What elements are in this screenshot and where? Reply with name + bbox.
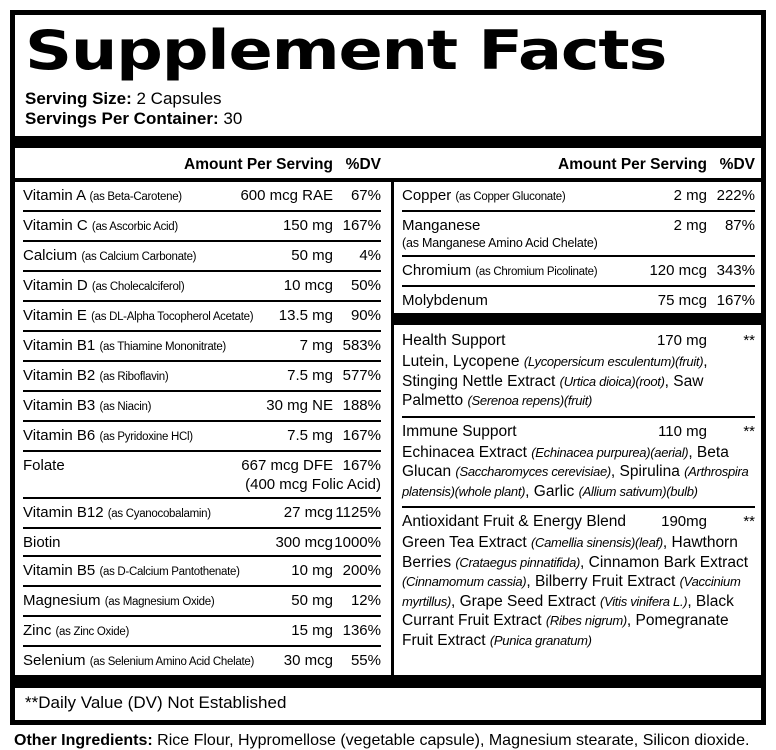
nutrient-row xyxy=(23,392,381,422)
nutrient-amount: 120 mcg xyxy=(649,262,707,279)
nutrient-row xyxy=(23,302,381,332)
nutrient-form: (as Pyridoxine HCl) xyxy=(99,431,193,443)
nutrient-amount: 150 mg xyxy=(282,217,333,234)
nutrient-name: Vitamin A (as Beta-Carotene) xyxy=(23,187,182,204)
nutrient-name: Vitamin B1 (as Thiamine Mononitrate) xyxy=(23,337,226,354)
ingredient-text: , Beta Glucan xyxy=(402,443,729,480)
ingredient-text: , Cinnamon Bark Extract xyxy=(580,553,749,571)
nutrient-row xyxy=(402,287,755,315)
nutrient-row-main xyxy=(23,456,381,475)
nutrient-row xyxy=(23,647,381,675)
nutrient-form: (as D-Calcium Pantothenate) xyxy=(99,566,240,578)
left-nutrient-column xyxy=(15,182,391,675)
nutrient-row-main xyxy=(402,216,755,235)
servings-per-container-label: Servings Per Container: xyxy=(25,109,219,128)
nutrient-amount: 10 mg xyxy=(291,562,333,579)
nutrient-amount: 600 mcg RAE xyxy=(240,187,333,204)
nutrient-row xyxy=(23,242,381,272)
blend-section xyxy=(402,327,755,418)
blend-section xyxy=(402,508,755,655)
nutrient-row-main xyxy=(23,216,381,237)
nutrient-form: (as Magnesium Oxide) xyxy=(104,596,215,608)
ingredient-text: , Saw Palmetto xyxy=(402,372,704,409)
ingredient-text: Echinacea Extract xyxy=(402,443,532,461)
nutrient-row-main xyxy=(23,591,381,612)
nutrient-dv: 1125% xyxy=(335,504,381,521)
serving-size-value: 2 Capsules xyxy=(136,89,222,108)
blend-amount: 170 mg xyxy=(656,332,707,349)
nutrient-row xyxy=(23,272,381,302)
ingredient-text: Lutein, Lycopene xyxy=(402,353,524,370)
nutrient-name: Zinc (as Zinc Oxide) xyxy=(23,622,129,639)
ingredient-text: (Urtica dioica)(root) xyxy=(559,373,665,389)
nutrient-amount: 2 mg xyxy=(673,187,707,204)
nutrient-dv: 167% xyxy=(342,217,381,234)
table-header-row xyxy=(15,148,761,182)
nutrient-name: Selenium (as Selenium Amino Acid Chelate) xyxy=(23,652,254,669)
ingredient-text: , Pomegranate Fruit Extract xyxy=(402,612,729,649)
nutrient-row-main xyxy=(23,426,381,447)
nutrient-form: (as Thiamine Mononitrate) xyxy=(99,341,226,353)
nutrient-form: (as Beta-Carotene) xyxy=(89,191,182,203)
nutrient-name: Folate xyxy=(23,457,65,474)
percent-dv-header: %DV xyxy=(719,156,755,173)
nutrient-name: Molybdenum xyxy=(402,292,488,309)
nutrient-form: (as Copper Gluconate) xyxy=(455,191,566,203)
ingredient-text: (Cinnamomum cassia) xyxy=(402,574,527,589)
blend-name: Health Support xyxy=(402,332,506,349)
ingredient-text: Green Tea Extract xyxy=(402,534,531,551)
nutrient-amount: 13.5 mg xyxy=(278,307,333,324)
nutrient-amount: 27 mcg xyxy=(283,504,333,521)
other-ingredients-line xyxy=(14,731,764,750)
nutrient-dv: 87% xyxy=(724,217,755,234)
nutrient-row xyxy=(402,212,755,257)
blend-name: Antioxidant Fruit & Energy Blend xyxy=(402,513,627,530)
nutrient-row-main xyxy=(23,366,381,387)
nutrient-form: (as Calcium Carbonate) xyxy=(81,251,197,263)
ingredient-text: (Arthrospira platensis)(whole plant) xyxy=(402,464,749,499)
nutrient-dv: 188% xyxy=(342,397,381,414)
blend-header xyxy=(402,331,755,351)
amount-per-serving-header: Amount Per Serving xyxy=(558,156,707,173)
nutrient-dv: 90% xyxy=(350,307,381,324)
nutrient-row xyxy=(402,257,755,287)
blend-ingredients xyxy=(402,443,755,502)
nutrient-row-main xyxy=(402,291,755,310)
table-header-right xyxy=(391,156,761,174)
supplement-facts-panel xyxy=(10,10,766,725)
nutrient-dv: 577% xyxy=(342,367,381,384)
blend-ingredients xyxy=(402,352,755,411)
ingredient-text: , Garlic xyxy=(525,482,579,500)
nutrient-dv: 167% xyxy=(342,427,381,444)
nutrient-name: Vitamin B2 (as Riboflavin) xyxy=(23,367,169,384)
other-ingredients-text: Rice Flour, Hypromellose (vegetable capsule), Magnesium stearate, Silicon dioxide. xyxy=(157,732,750,749)
panel-header xyxy=(15,21,761,129)
nutrient-name: Copper (as Copper Gluconate) xyxy=(402,187,566,204)
blend-dv: ** xyxy=(743,332,755,349)
serving-size-label: Serving Size: xyxy=(25,89,132,108)
nutrient-row xyxy=(23,422,381,452)
nutrient-row-main xyxy=(23,503,381,524)
nutrient-row-main xyxy=(23,561,381,582)
nutrient-row xyxy=(23,557,381,587)
ingredient-text: (Ribes nigrum) xyxy=(545,613,627,628)
nutrient-name: Calcium (as Calcium Carbonate) xyxy=(23,247,197,264)
nutrient-dv: 12% xyxy=(350,592,381,609)
nutrient-amount: 10 mcg xyxy=(283,277,333,294)
ingredient-text: , Grape Seed Extract xyxy=(451,592,601,610)
ingredient-text: , Bilberry Fruit Extract xyxy=(526,573,680,590)
thick-rule-top xyxy=(15,136,761,148)
nutrient-dv: 167% xyxy=(716,292,755,309)
nutrient-amount: 7.5 mg xyxy=(287,427,333,444)
servings-per-container-value: 30 xyxy=(223,109,243,128)
nutrient-form: (as Manganese Amino Acid Chelate) xyxy=(402,236,598,250)
ingredient-text: (Allium sativum)(bulb) xyxy=(578,483,698,499)
nutrient-form: (as DL-Alpha Tocopherol Acetate) xyxy=(91,311,254,323)
nutrient-form: (as Selenium Amino Acid Chelate) xyxy=(89,656,254,668)
nutrient-row-main xyxy=(23,396,381,417)
ingredient-text: , Stinging Nettle Extract xyxy=(402,353,708,390)
nutrient-form: (as Cyanocobalamin) xyxy=(107,508,211,520)
blend-header xyxy=(402,422,755,442)
ingredient-text: (Serenoa repens)(fruit) xyxy=(467,393,593,408)
panel-title xyxy=(25,21,751,83)
nutrient-amount: 667 mcg DFE xyxy=(241,457,333,474)
nutrient-dv: 1000% xyxy=(334,534,381,551)
ingredient-text: (Vaccinium myrtillus) xyxy=(402,574,741,609)
table-header-left xyxy=(15,156,391,174)
nutrient-form: (as Chromium Picolinate) xyxy=(475,266,598,278)
nutrient-row xyxy=(23,362,381,392)
nutrient-row-main xyxy=(23,621,381,642)
nutrient-amount-note: (400 mcg Folic Acid) xyxy=(245,476,381,493)
nutrient-row xyxy=(23,529,381,557)
nutrient-dv: 4% xyxy=(359,247,381,264)
nutrient-form: (as Riboflavin) xyxy=(99,371,169,383)
nutrient-row xyxy=(23,452,381,499)
nutrient-row-main xyxy=(402,186,755,207)
nutrient-amount: 75 mcg xyxy=(657,292,707,309)
nutrient-columns xyxy=(15,182,761,675)
nutrient-name: Chromium (as Chromium Picolinate) xyxy=(402,262,598,279)
nutrient-amount: 15 mg xyxy=(291,622,333,639)
amount-per-serving-header: Amount Per Serving xyxy=(184,156,333,173)
nutrient-form: (as Ascorbic Acid) xyxy=(91,221,178,233)
nutrient-form: (as Cholecalciferol) xyxy=(91,281,185,293)
nutrient-name: Vitamin E (as DL-Alpha Tocopherol Acetate) xyxy=(23,307,254,324)
nutrient-row-main xyxy=(23,276,381,297)
nutrient-dv: 343% xyxy=(716,262,755,279)
ingredient-text: , Black Currant Fruit Extract xyxy=(402,592,734,629)
percent-dv-header: %DV xyxy=(345,156,381,173)
nutrient-amount: 2 mg xyxy=(673,217,707,234)
ingredient-text: (Punica granatum) xyxy=(489,632,592,648)
nutrient-row xyxy=(23,212,381,242)
nutrient-form: (as Niacin) xyxy=(99,401,152,413)
nutrient-dv: 200% xyxy=(342,562,381,579)
thick-rule-bottom xyxy=(15,675,761,688)
nutrient-row-main xyxy=(402,261,755,282)
nutrient-row-main xyxy=(23,651,381,672)
ingredient-text: (Vitis vinifera L.) xyxy=(600,593,688,609)
nutrient-amount: 50 mg xyxy=(291,592,333,609)
servings-per-container-line xyxy=(25,109,751,129)
blend-dv: ** xyxy=(743,422,755,440)
nutrient-row xyxy=(23,332,381,362)
nutrient-name: Vitamin B3 (as Niacin) xyxy=(23,397,152,414)
nutrient-dv: 583% xyxy=(342,337,381,354)
nutrient-dv: 222% xyxy=(716,187,755,204)
blend-dv: ** xyxy=(743,513,755,530)
nutrient-dv: 67% xyxy=(350,187,381,204)
nutrient-row-main xyxy=(23,246,381,267)
panel-title-text: Supplement Facts xyxy=(25,19,667,82)
nutrient-row-main xyxy=(23,306,381,327)
nutrient-amount: 30 mg NE xyxy=(266,397,333,414)
nutrient-row xyxy=(402,182,755,212)
nutrient-amount: 7.5 mg xyxy=(287,367,333,384)
blend-header xyxy=(402,512,755,532)
right-nutrient-column xyxy=(394,182,761,675)
nutrient-form: (as Zinc Oxide) xyxy=(55,626,129,638)
nutrient-row xyxy=(23,182,381,212)
nutrient-dv: 167% xyxy=(342,457,381,474)
nutrient-amount: 50 mg xyxy=(291,247,333,264)
nutrient-row xyxy=(23,617,381,647)
nutrient-row xyxy=(23,499,381,529)
nutrient-name: Magnesium (as Magnesium Oxide) xyxy=(23,592,215,609)
ingredient-text: , Spirulina xyxy=(610,463,685,480)
nutrient-row xyxy=(23,587,381,617)
blend-section xyxy=(402,418,755,509)
nutrient-name: Vitamin D (as Cholecalciferol) xyxy=(23,277,185,294)
nutrient-name: Vitamin C (as Ascorbic Acid) xyxy=(23,217,178,234)
ingredient-text: (Lycopersicum esculentum)(fruit) xyxy=(523,354,704,369)
nutrient-row-main xyxy=(23,533,381,552)
nutrient-name: Vitamin B5 (as D-Calcium Pantothenate) xyxy=(23,562,240,579)
nutrient-amount: 30 mcg xyxy=(283,652,333,669)
nutrient-name: Biotin xyxy=(23,534,61,551)
nutrient-name: Vitamin B6 (as Pyridoxine HCl) xyxy=(23,427,193,444)
daily-value-footnote: **Daily Value (DV) Not Established xyxy=(25,693,287,712)
nutrient-name: Vitamin B12 (as Cyanocobalamin) xyxy=(23,504,211,521)
blend-ingredients xyxy=(402,533,755,650)
blend-name: Immune Support xyxy=(402,422,517,440)
ingredient-text: (Saccharomyces cerevisiae) xyxy=(455,464,611,479)
nutrient-dv: 136% xyxy=(342,622,381,639)
nutrient-dv: 50% xyxy=(350,277,381,294)
nutrient-amount: 7 mg xyxy=(299,337,333,354)
nutrient-row-main xyxy=(23,186,381,207)
serving-size-line xyxy=(25,89,751,109)
nutrient-amount: 300 mcg xyxy=(275,534,333,551)
ingredient-text: (Camellia sinensis)(leaf) xyxy=(530,535,663,550)
thick-rule-right-column xyxy=(394,313,761,325)
ingredient-text: (Echinacea purpurea)(aerial) xyxy=(531,444,689,460)
blend-amount: 110 mg xyxy=(658,422,707,440)
ingredient-text: , Hawthorn Berries xyxy=(402,534,738,571)
blend-amount: 190mg xyxy=(661,513,707,530)
nutrient-dv: 55% xyxy=(350,652,381,669)
nutrient-row-main xyxy=(23,336,381,357)
nutrient-name: Manganese xyxy=(402,217,481,234)
ingredient-text: (Crataegus pinnatifida) xyxy=(455,554,581,570)
other-ingredients-label: Other Ingredients: xyxy=(14,732,153,749)
